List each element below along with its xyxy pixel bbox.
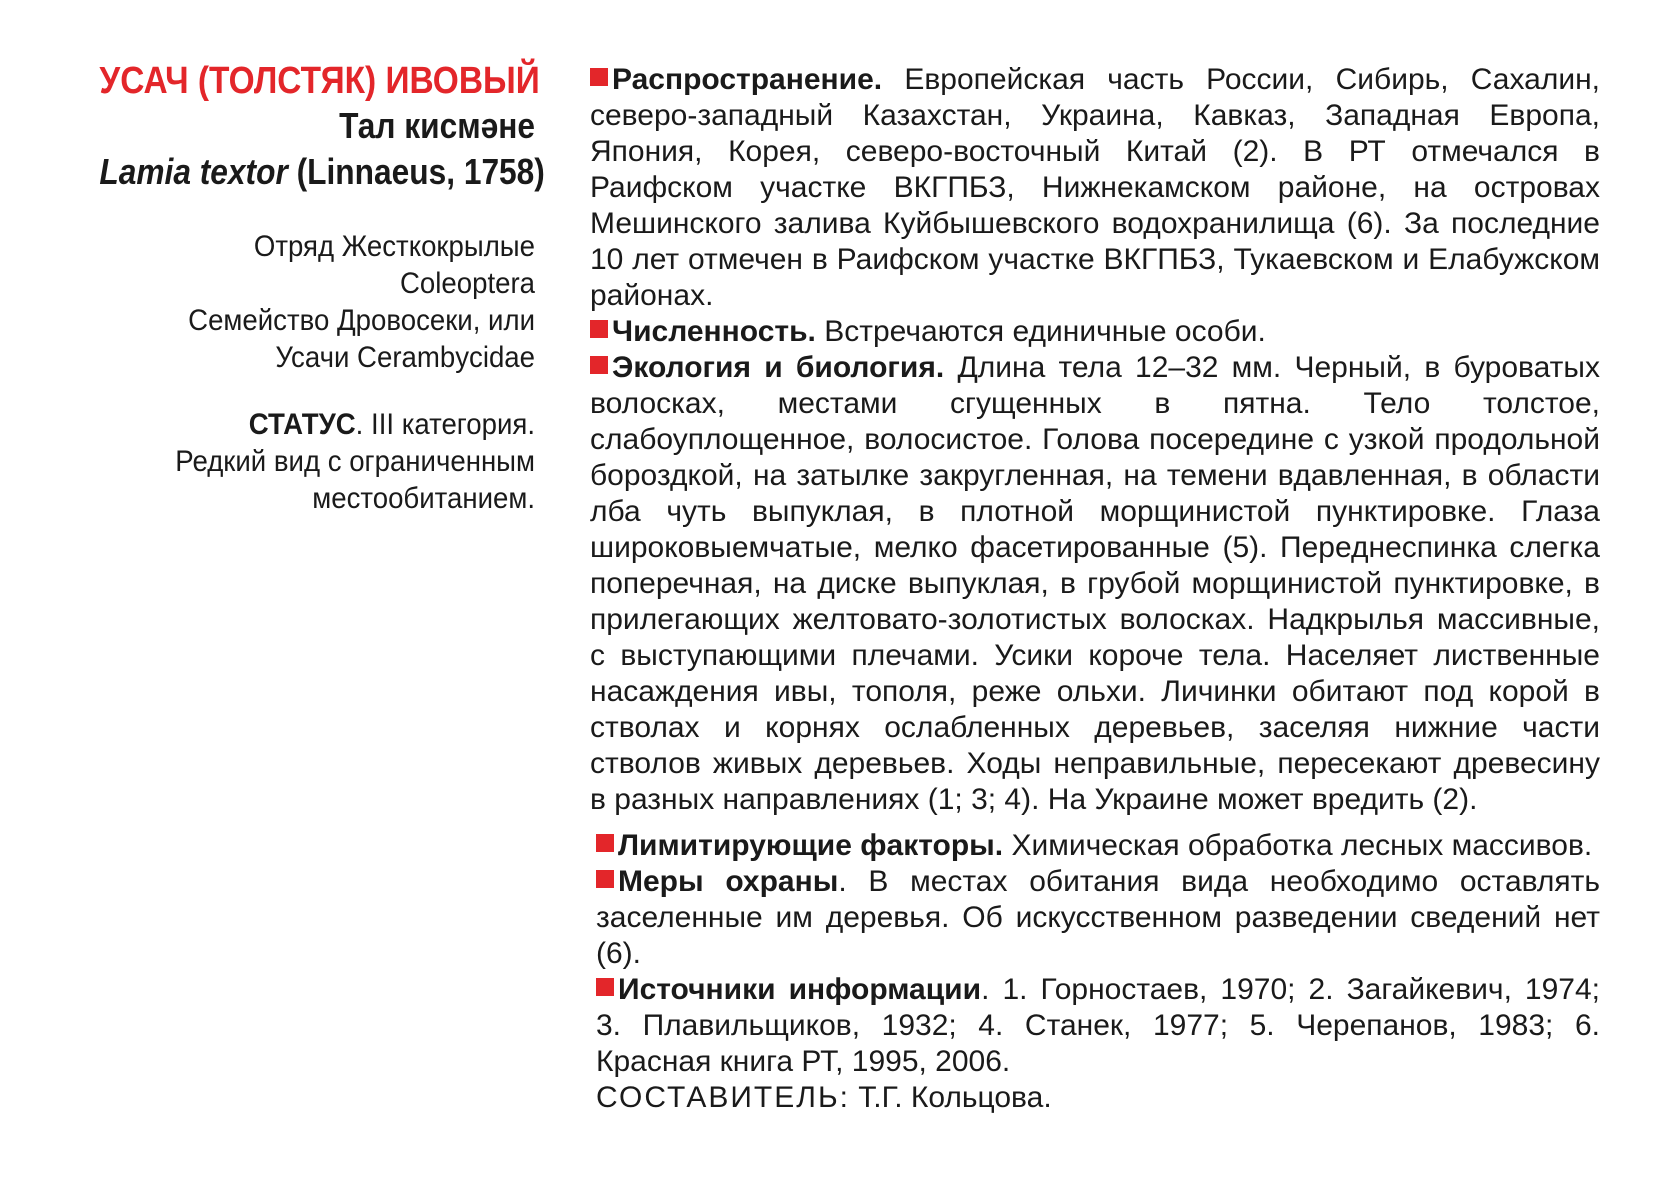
section-abundance xyxy=(590,314,1600,350)
status-block xyxy=(40,406,535,517)
article-body xyxy=(590,62,1600,1116)
species-title-ru: УСАЧ (ТОЛСТЯК) ИВОВЫЙ xyxy=(99,60,540,102)
species-header xyxy=(40,58,545,517)
section-ecology xyxy=(590,350,1600,818)
author-name: Т.Г. Кольцова. xyxy=(849,1081,1052,1114)
section-heading: Лимитирующие факторы. xyxy=(618,829,1004,862)
red-square-bullet-icon xyxy=(590,320,608,338)
species-title-tatar: Тал кисмәне xyxy=(339,105,535,146)
author-label: СОСТАВИТЕЛЬ: xyxy=(596,1081,850,1114)
section-author xyxy=(596,1080,1600,1116)
order-latin: Coleoptera xyxy=(399,267,535,300)
section-heading: Экология и биология. xyxy=(612,351,945,384)
status-line-1 xyxy=(80,406,535,443)
red-square-bullet-icon xyxy=(590,356,608,374)
status-label: СТАТУС xyxy=(248,408,356,441)
status-line-3: местообитанием. xyxy=(312,482,535,515)
section-heading: Меры охраны xyxy=(618,865,839,898)
order-ru: Отряд Жесткокрылые xyxy=(253,230,535,263)
section-text: Химическая обработка лесных массивов. xyxy=(1003,829,1593,862)
section-text: Встречаются единичные особи. xyxy=(815,315,1266,348)
latin-binomial: Lamia textor xyxy=(99,151,288,192)
section-text: . 1. Горностаев, 1970; 2. Загайкевич, 1974; 3. Плавильщиков, 1932; 4. Станек, 1977; 5. Черепанов, 1983; 6. Красная книга РТ, 1995, 2006. xyxy=(596,973,1601,1078)
section-distribution xyxy=(590,62,1600,314)
latin-author: (Linnaeus, 1758) xyxy=(296,151,545,192)
taxonomy-block xyxy=(40,228,535,376)
section-sources xyxy=(596,972,1600,1080)
section-heading: Источники информации xyxy=(618,973,982,1006)
section-heading: Численность. xyxy=(612,315,816,348)
red-square-bullet-icon xyxy=(596,834,614,852)
family-line-1: Семейство Дровосеки, или xyxy=(188,304,535,337)
red-square-bullet-icon xyxy=(596,870,614,888)
section-heading: Распространение. xyxy=(612,63,883,96)
section-limiting-factors xyxy=(596,828,1600,864)
section-text: . В местах обитания вида необходимо оставлять заселенные им деревья. Об искусственном разведении сведений нет (6). xyxy=(596,865,1600,970)
section-text: Европейская часть России, Сибирь, Сахалин, северо-западный Казахстан, Украина, Кавказ, Западная Европа, Япония, Корея, северо-восточный Китай (2). В РТ отмечался в Раифском участке ВКГПБЗ, Нижнекамском районе, на островах Мешинского залива Куйбышевского водохранилища (6). За последние 10 лет отмечен в Раифском участке ВКГПБЗ, Тукаевском и Елабужском районах. xyxy=(590,63,1600,312)
status-category: . III категория. xyxy=(355,408,535,441)
red-square-bullet-icon xyxy=(596,978,614,996)
section-text: Длина тела 12–32 мм. Черный, в буроватых волосках, местами сгущенных в пятна. Тело толстое, слабоуплощенное, волосистое. Голова посередине с узкой продольной бороздкой, на затылке закругленная, на темени вдавленная, в области лба чуть выпуклая, в плотной морщинистой пунктировке. Глаза широковыемчатые, мелко фасетированные (5). Переднеспинка слегка поперечная, на диске выпуклая, в грубой морщинистой пунктировке, в прилегающих желтовато-золотистых волосках. Надкрылья массивные, с выступающими плечами. Усики короче тела. Населяет лиственные насаждения ивы, тополя, реже ольхи. Личинки обитают под корой в стволах и корнях ослабленных деревьев, заселяя нижние части стволов живых деревьев. Ходы неправильные, пересекают древесину в разных направлениях (1; 3; 4). На Украине может вредить (2). xyxy=(590,351,1600,816)
species-latin-name xyxy=(99,148,545,196)
status-line-2: Редкий вид с ограниченным xyxy=(175,445,535,478)
section-gap xyxy=(590,818,1600,828)
red-square-bullet-icon xyxy=(590,68,608,86)
family-line-2: Усачи Cerambycidae xyxy=(275,341,535,374)
section-protection xyxy=(596,864,1600,972)
